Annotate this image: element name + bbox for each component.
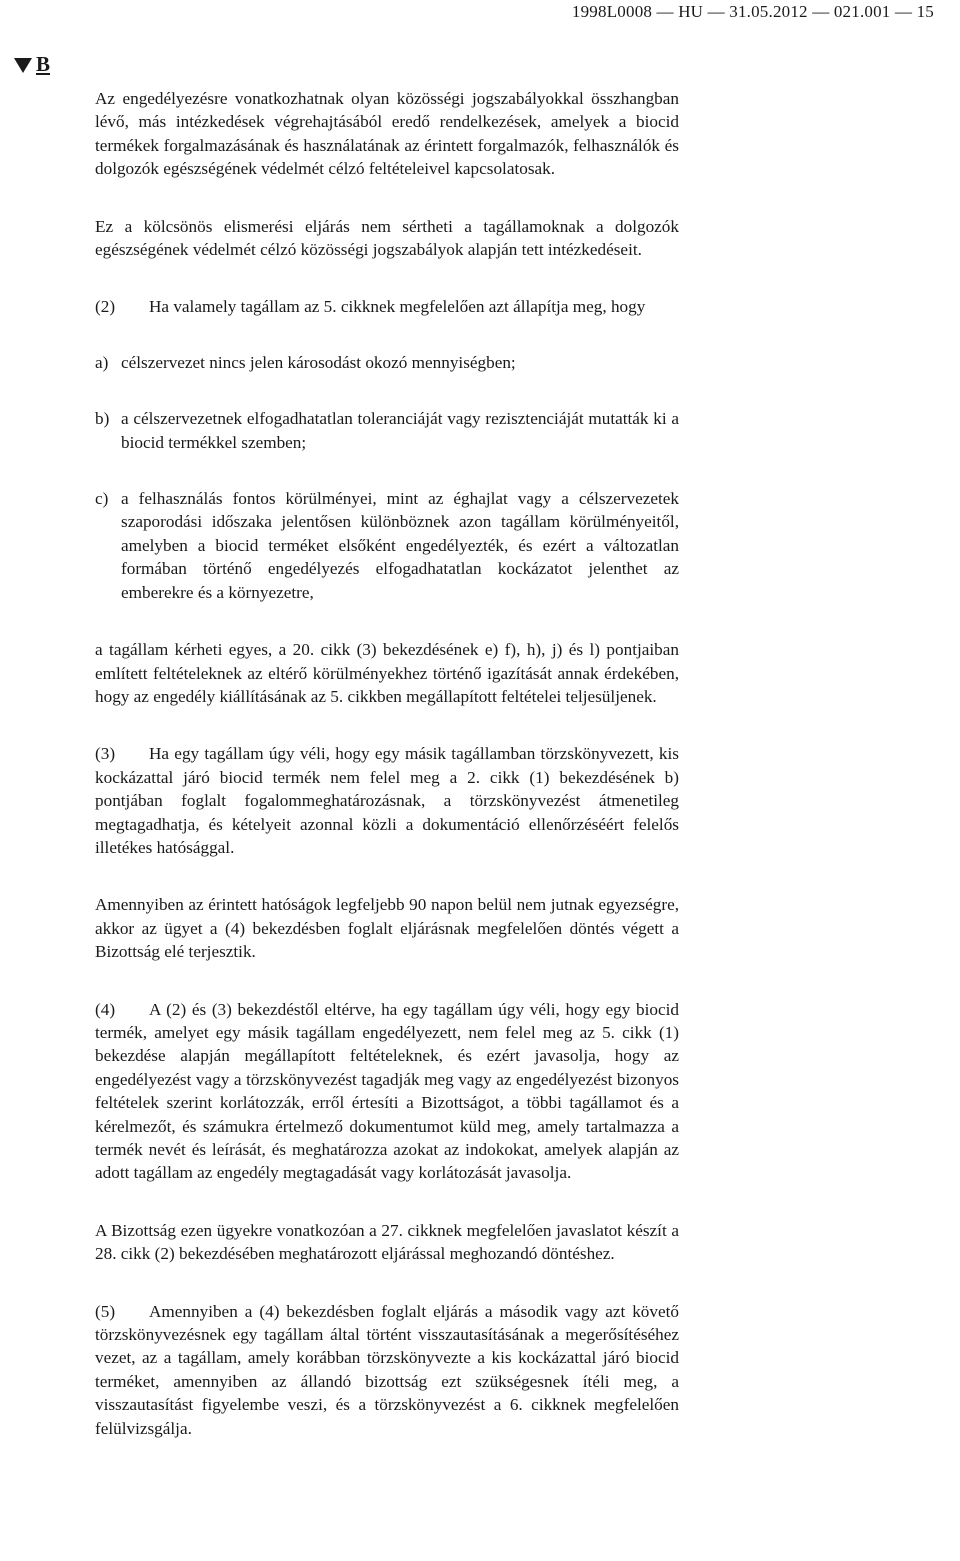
list-label: b) [95,409,110,429]
paragraph-number: (3) [95,744,116,764]
consolidation-marker [14,52,50,77]
numbered-paragraph [95,998,679,1185]
paragraph-text: Ha egy tagállam úgy véli, hogy egy másik tagállamban törzskönyvezett, kis kockázattal járó biocid termék nem felel meg a 2. cikk (1) bekezdésének b) pontjában foglalt fogalommeghatározásnak, a törzskönyvezést átmenetileg megtagadhatja, és kételyeit azonnal közli a dokumentáció ellenőrzéséért felelős illetékes hatósággal. [95,744,679,857]
paragraph: Amennyiben az érintett hatóságok legfeljebb 90 napon belül nem jutnak egyezségre, akkor az ügyet a (4) bekezdésben foglalt eljárásnak megfelelően döntés végett a Bizottság elé terjesztik. [95,895,679,962]
list-label: c) [95,489,109,509]
paragraph: Az engedélyezésre vonatkozhatnak olyan közösségi jogszabályokkal összhangban lévő, más intézkedések végrehajtásából eredő rendelkezések, amelyek a biocid termékek forgalmazásának és használatának az érintett forgalmazók, felhasználók és dolgozók egészségének védelmét célzó feltételeivel kapcsolatosak. [95,89,679,179]
paragraph-text: A (2) és (3) bekezdéstől eltérve, ha egy tagállam úgy véli, hogy egy biocid termék, amelyet egy másik tagállam engedélyezett, nem felel meg az 5. cikk (1) bekezdése alapján megállapított feltételeknek, és ezért javasolja, hogy az engedélyezést vagy a törzskönyvezést tagadják meg vagy az engedélyezést bizonyos feltételek szerint korlátozzák, erről értesíti a Bizottságot, a többi tagállamot és a kérelmezőt, és számukra értelmező dokumentumot küld meg, amely tartalmazza a termék nevét és leírását, és meghatározza azokat az indokokat, amelyek alapján az adott tagállam az engedély megtagadását vagy korlátozását javasolja. [95,999,679,1183]
document-body [95,87,679,1474]
paragraph: Ez a kölcsönös elismerési eljárás nem sértheti a tagállamoknak a dolgozók egészségének védelmét célzó közösségi jogszabályok alapján tett intézkedéseit. [95,216,679,260]
paragraph-number: (2) [95,297,116,317]
list-text: célszervezet nincs jelen károsodást okozó mennyiségben; [121,352,516,372]
header-text: 1998L0008 — HU — 31.05.2012 — 021.001 — 15 [571,2,934,21]
paragraph-number: (5) [95,1301,116,1321]
list-item [95,487,679,604]
list-text: a célszervezetnek elfogadhatatlan toleranciáját vagy rezisztenciáját mutatták ki a biocid termékkel szemben; [121,409,679,452]
list-text: a felhasználás fontos körülményei, mint az éghajlat vagy a célszervezetek szaporodási időszaka jelentősen különböznek azon tagállam körülményeitől, amelyben a biocid terméket elsőként engedélyezték, és ezért a változatlan formában történő engedélyezés elfogadhatatlan kockázatot jelenthet az emberekre és a környezetre, [121,489,679,602]
paragraph: A Bizottság ezen ügyekre vonatkozóan a 27. cikknek megfelelően javaslatot készít a 28. cikk (2) bekezdésében meghatározott eljárással meghozandó döntéshez. [95,1220,679,1264]
marker-label: B [36,52,51,76]
numbered-paragraph [95,295,679,318]
running-header [0,0,960,24]
paragraph: a tagállam kérheti egyes, a 20. cikk (3) bekezdésének e) f), h), j) és l) pontjaiban említett feltételeknek az eltérő körülményekhez történő igazítását annak érdekében, hogy az engedély kiállításának az 5. cikkben megállapított feltételei teljesüljenek. [95,640,679,706]
numbered-paragraph [95,742,679,859]
numbered-paragraph [95,1300,679,1440]
list-label: a) [95,352,109,372]
list-item [95,407,679,454]
paragraph-text: Ha valamely tagállam az 5. cikknek megfelelően azt állapítja meg, hogy [149,297,646,317]
paragraph-number: (4) [95,999,116,1019]
paragraph-text: Amennyiben a (4) bekezdésben foglalt eljárás a második vagy azt követő törzskönyvezésnek egy tagállam által történt visszautasításának a megerősítéséhez vezet, az a tagállam, amely korábban törzskönyvezte a kis kockázattal járó biocid terméket, amennyiben az állandó bizottság ezt szükségesnek ítéli meg, a visszautasítást figyelembe veszi, és a törzskönyvezést a 6. cikknek megfelelően felülvizsgálja. [95,1301,679,1438]
triangle-down-icon [14,58,32,73]
list-item [95,351,679,374]
